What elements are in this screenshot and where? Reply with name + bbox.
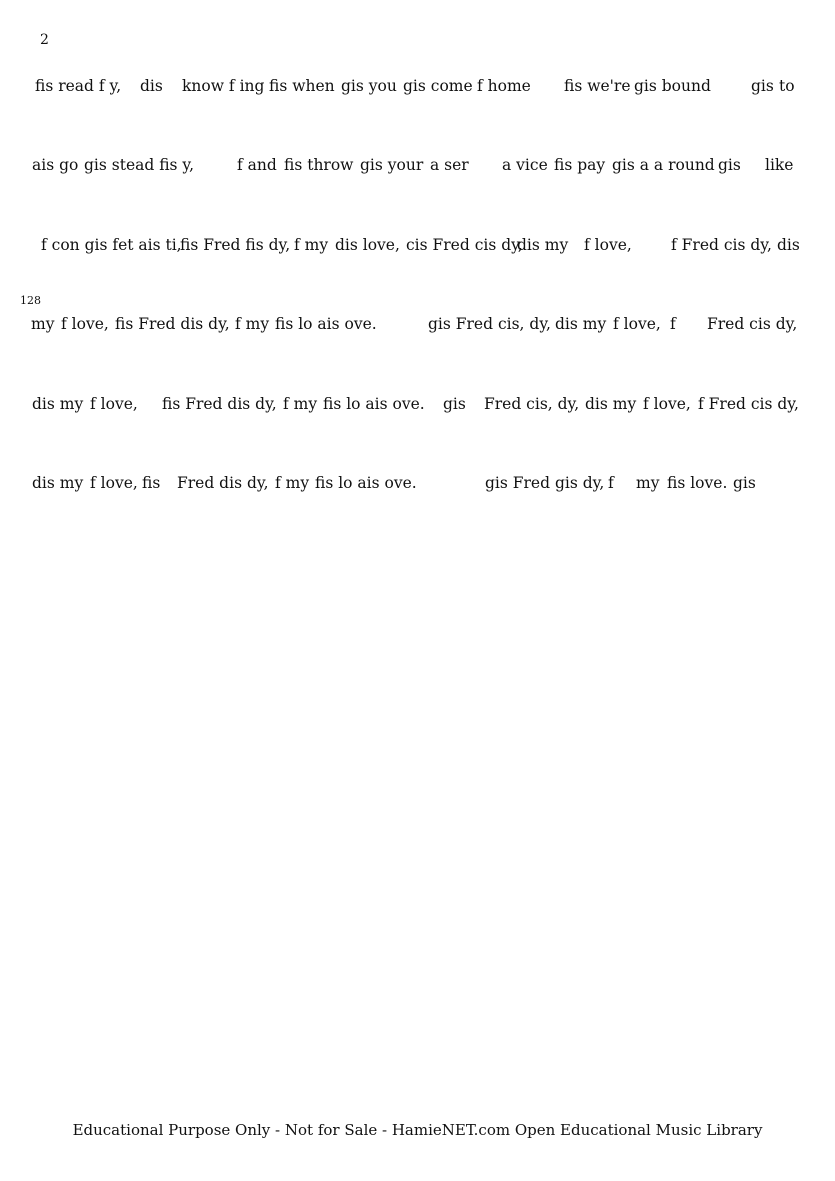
lyric-syllable: f con gis fet ais ti, (41, 236, 182, 254)
lyric-syllable: fis Fred dis dy, (162, 395, 277, 413)
lyric-syllable: cis Fred cis dy, (406, 236, 523, 254)
lyric-syllable: fis lo ais ove. (315, 474, 417, 492)
lyric-syllable: fis when (269, 77, 335, 95)
lyric-syllable: f home (477, 77, 531, 95)
lyric-syllable: a ser (430, 156, 469, 174)
lyric-syllable: f love, (584, 236, 632, 254)
lyric-syllable: my (31, 315, 55, 333)
lyric-syllable: fis Fred dis dy, (115, 315, 230, 333)
lyric-syllable: to (779, 77, 795, 95)
lyric-syllable: f love, (90, 474, 138, 492)
lyric-syllable: dis my (32, 474, 84, 492)
lyric-syllable: f (670, 315, 676, 333)
lyric-syllable: gis stead fis y, (84, 156, 195, 174)
lyric-syllable: gis come (403, 77, 473, 95)
lyric-line-3 (0, 234, 835, 256)
lyric-syllable: Fred cis, dy, (484, 395, 580, 413)
lyric-syllable: fis love. (667, 474, 728, 492)
lyric-syllable: fis (142, 474, 161, 492)
lyric-syllable: gis Fred cis, dy, (428, 315, 551, 333)
lyric-syllable: f and (237, 156, 277, 174)
lyric-syllable: gis your (360, 156, 424, 174)
lyric-syllable: gis (718, 156, 741, 174)
lyric-line-2 (0, 154, 835, 176)
lyric-syllable: dis (140, 77, 163, 95)
footer-notice: Educational Purpose Only - Not for Sale - HamieNET.com Open Educational Music Library (72, 1121, 763, 1139)
lyric-syllable: gis you (341, 77, 397, 95)
lyric-syllable: f (608, 474, 614, 492)
lyric-syllable: dis my (517, 236, 569, 254)
lyric-syllable: f love, (61, 315, 109, 333)
lyric-syllable: fis Fred fis dy, (180, 236, 291, 254)
lyric-syllable: ais go (32, 156, 79, 174)
lyric-syllable: dis love, (335, 236, 400, 254)
lyric-syllable: gis a a round (612, 156, 715, 174)
lyric-syllable: Fred dis dy, (177, 474, 269, 492)
lyric-syllable: f love, (643, 395, 691, 413)
lyric-syllable: f my (294, 236, 329, 254)
lyric-syllable: fis lo ais ove. (323, 395, 425, 413)
lyric-line-6 (0, 472, 835, 494)
lyric-syllable: f my (235, 315, 270, 333)
lyric-line-5 (0, 393, 835, 415)
lyric-syllable: fis we're (564, 77, 631, 95)
lyric-syllable: fis read f y, (35, 77, 122, 95)
lyric-syllable: f Fred cis dy, (698, 395, 799, 413)
lyric-syllable: like (765, 156, 794, 174)
page-number: 2 (40, 32, 49, 48)
lyric-syllable: gis Fred gis dy, (485, 474, 605, 492)
lyric-syllable: dis my (32, 395, 84, 413)
measure-number: 128 (20, 294, 41, 307)
lyric-syllable: my (636, 474, 660, 492)
lyric-syllable: dis (777, 236, 800, 254)
lyric-syllable: fis pay (554, 156, 606, 174)
lyric-syllable: f my (275, 474, 310, 492)
lyric-syllable: gis bound (634, 77, 711, 95)
lyric-syllable: fis throw (284, 156, 354, 174)
lyric-syllable: gis (733, 474, 756, 492)
lyric-syllable: f my (283, 395, 318, 413)
lyric-syllable: fis lo ais ove. (275, 315, 377, 333)
lyric-syllable: f Fred cis dy, (671, 236, 772, 254)
lyric-syllable: a vice (502, 156, 548, 174)
lyric-syllable: Fred cis dy, (707, 315, 798, 333)
lyric-syllable: f love, (613, 315, 661, 333)
lyric-line-4 (0, 313, 835, 335)
lyric-line-1 (0, 75, 835, 97)
lyric-syllable: gis (443, 395, 466, 413)
lyric-syllable: know f ing (182, 77, 265, 95)
lyric-syllable: dis my (585, 395, 637, 413)
lyric-syllable: dis my (555, 315, 607, 333)
lyric-syllable: gis (751, 77, 774, 95)
lyric-syllable: f love, (90, 395, 138, 413)
